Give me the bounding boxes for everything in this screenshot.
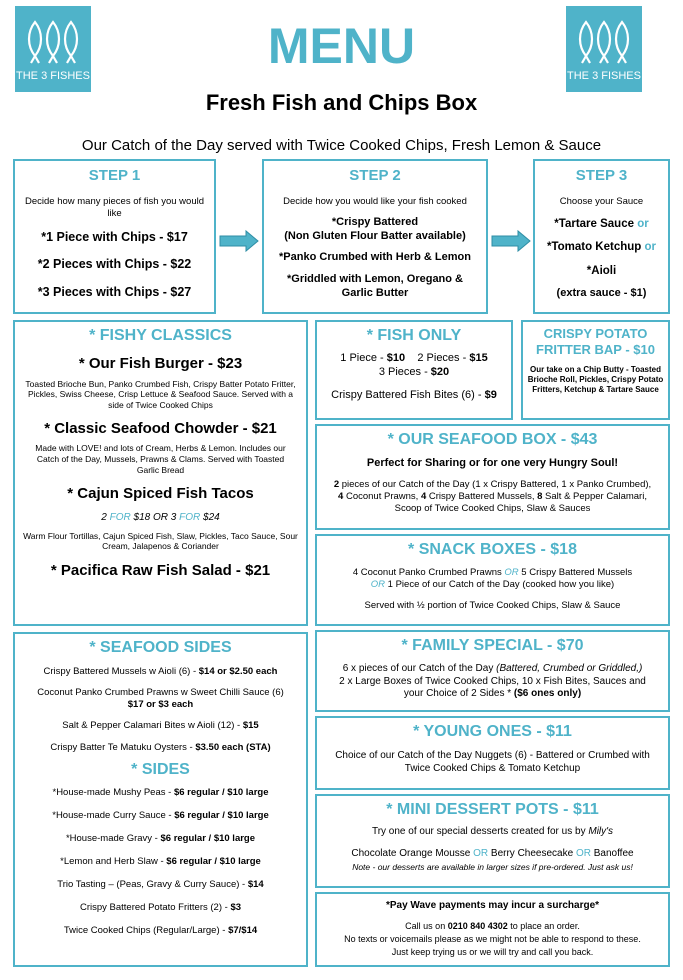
family-line: your Choice of 2 Sides * (403, 688, 514, 699)
menu-item-title: * Classic Seafood Chowder - $21 (44, 419, 277, 437)
seafood-box-line: Scoop of Twice Cooked Chips, Slaw & Sauces (394, 502, 591, 514)
qty: 4 (420, 490, 427, 502)
fishy-classics-heading: * FISHY CLASSICS (89, 327, 232, 344)
side-price: $14 or $2.50 each (198, 666, 278, 677)
seafood-box-line: Coconut Prawns, (343, 490, 421, 502)
page-title: MENU (267, 18, 416, 74)
snack-boxes-box (315, 534, 670, 626)
taco-price: $18 OR 3 (133, 512, 177, 523)
step-3-box (533, 159, 670, 314)
seafood-box-tagline: Perfect for Sharing or for one very Hungry Soul! (366, 457, 619, 469)
sides-heading: * SIDES (131, 761, 190, 779)
list-item: *House-made Gravy - $6 regular / $10 large (65, 833, 256, 845)
seafood-box-line: Salt & Pepper Calamari, (542, 490, 647, 502)
surcharge-notice: *Pay Wave payments may incur a surcharge* (385, 900, 600, 911)
list-item: *Lemon and Herb Slaw - $6 regular / $10 large (60, 856, 261, 867)
fish-only-label: 1 Piece - (340, 352, 387, 364)
qty: 4 (338, 490, 344, 502)
list-item: Twice Cooked Chips (Regular/Large) - $7/$14 (63, 924, 258, 936)
or-text: OR (575, 847, 591, 859)
arrow-right-icon (218, 229, 260, 253)
side-price: $15 (242, 719, 259, 731)
step-1-box (13, 159, 216, 314)
fish-only-price: $10 (386, 352, 406, 364)
step-1-intro: Decide how many pieces of fish you would like (24, 196, 204, 219)
dessert-box (315, 794, 670, 888)
snack-line: 5 Crispy Battered Mussels (518, 567, 633, 578)
step-2-intro: Decide how you would like your fish cooked (283, 196, 467, 207)
phone-number: 0210 840 4302 (447, 920, 508, 931)
dessert-line: Chocolate Orange Mousse (351, 847, 474, 859)
or-text: or (644, 241, 657, 254)
or-text: OR (504, 567, 519, 578)
taco-price: 2 (101, 512, 107, 523)
step-1-item: *1 Piece with Chips - $17 (41, 229, 188, 244)
logo-text: THE 3 FISHES (567, 70, 641, 82)
list-item: Trio Tasting – (Peas, Gravy & Curry Sauce) - $14 (57, 878, 264, 890)
or-text: OR (473, 847, 489, 859)
contact-line: No texts or voicemails please as we might not be able to respond to these. (344, 933, 641, 944)
bap-price: - $10 (621, 342, 655, 358)
step-2-heading: STEP 2 (349, 167, 401, 184)
young-ones-line: Twice Cooked Chips & Tomato Ketchup (404, 762, 581, 774)
snack-line: Served with ½ portion of Twice Cooked Chips, Slaw & Sauce (364, 599, 621, 611)
dessert-note: Note - our desserts are available in larger sizes if pre-ordered. Just ask us! (352, 862, 633, 872)
dessert-line: Try one of our special desserts created for us by (371, 826, 589, 837)
fish-only-price: $20 (430, 365, 450, 378)
sides-list (21, 787, 300, 936)
dessert-line: Banoffee (590, 847, 634, 859)
fish-bites-label: Crispy Battered Fish Bites (6) - (331, 388, 485, 401)
menu-item-desc: Toasted Brioche Bun, Panko Crumbed Fish, Crispy Batter Potato Fritter, Pickles, Swiss Cheese, Crisp Lettuce & Seafood Sauce. Served with a side of Twice Cooked Chips (25, 378, 296, 410)
side-label: Coconut Panko Crumbed Prawns w Sweet Chilli Sauce (6) (37, 686, 284, 698)
fishy-classics-box (13, 320, 308, 626)
qty: 2 (333, 478, 340, 490)
side-price: $3.50 each (STA) (195, 741, 271, 753)
qty: 8 (537, 490, 543, 502)
logo-text: THE 3 FISHES (16, 70, 90, 82)
young-ones-box (315, 716, 670, 790)
fish-bites-price: $9 (484, 388, 497, 401)
contact-line: Call us on (405, 920, 448, 931)
fish-only-label: 3 Pieces - (378, 365, 431, 378)
for-text: FOR (179, 512, 201, 523)
for-text: FOR (109, 512, 131, 523)
extra-sauce-price: (extra sauce - $1) (556, 287, 647, 299)
menu-item-title: * Pacifica Raw Fish Salad - $21 (50, 561, 271, 579)
family-line: ($6 ones only) (513, 688, 582, 699)
menu-item-title: * Our Fish Burger - $23 (78, 355, 243, 372)
snack-boxes-heading: * SNACK BOXES - $18 (408, 541, 577, 558)
sauce-option: *Aioli (586, 264, 617, 277)
fish-only-box (315, 320, 513, 420)
bap-box (521, 320, 670, 420)
contact-line: Just keep trying us or we will try and call you back. (391, 947, 594, 957)
young-ones-line: Choice of our Catch of the Day Nuggets (6) - Battered or Crumbed with (335, 750, 650, 761)
snack-line: 1 Piece of our Catch of the Day (cooked how you like) (385, 578, 615, 590)
contact-line: to place an order. (507, 920, 580, 931)
or-text: or (637, 217, 649, 230)
menu-item-desc: Warm Flour Tortillas, Cajun Spiced Fish, Slaw, Pickles, Taco Sauce, Sour Cream, Jalapenos & Coriander (23, 530, 298, 552)
family-special-box (315, 630, 670, 712)
dessert-line: Berry Cheesecake (488, 847, 576, 859)
tagline: Our Catch of the Day served with Twice Cooked Chips, Fresh Lemon & Sauce (81, 137, 602, 154)
step-2-box (262, 159, 488, 314)
page-subtitle: Fresh Fish and Chips Box (205, 90, 478, 115)
seafood-box (315, 424, 670, 530)
step-2-option-note: (Non Gluten Flour Batter available) (284, 229, 466, 242)
taco-price: $24 (203, 512, 220, 523)
step-1-item: *3 Pieces with Chips - $27 (37, 285, 192, 299)
list-item: *House-made Mushy Peas - $6 regular / $10 large (52, 787, 269, 799)
fish-only-heading: * FISH ONLY (366, 327, 462, 344)
dessert-heading: * MINI DESSERT POTS - $11 (386, 801, 599, 818)
step-2-option: *Crispy Battered (331, 215, 419, 228)
seafood-box-line: Crispy Battered Mussels, (426, 490, 538, 502)
seafood-box-line: pieces of our Catch of the Day (1 x Crispy Battered, 1 x Panko Crumbed), (339, 478, 652, 490)
side-label: Crispy Batter Te Matuku Oysters - (50, 741, 196, 753)
side-label: Salt & Pepper Calamari Bites w Aioli (12) - (62, 719, 243, 731)
side-price: $17 or $3 each (127, 698, 194, 710)
dessert-line: Mily's (588, 826, 614, 837)
step-2-option: *Griddled with Lemon, Oregano & Garlic Butter (286, 273, 463, 299)
menu-item-desc: Made with LOVE! and lots of Cream, Herbs & Lemon. Includes our Catch of the Day, Mussels, Prawns & Clams. Served with Toasted Garlic Bread (35, 443, 286, 475)
sauce-option: *Tartare Sauce (554, 217, 634, 230)
family-line: (Battered, Crumbed or Griddled,) (496, 663, 643, 674)
fish-only-price: $15 (469, 352, 488, 364)
step-3-intro: Choose your Sauce (559, 196, 644, 207)
or-text: OR (370, 578, 386, 590)
family-line: 2 x Large Boxes of Twice Cooked Chips, 10 x Fish Bites, Sauces and (339, 675, 646, 687)
young-ones-heading: * YOUNG ONES - $11 (413, 723, 572, 740)
contact-box (315, 892, 670, 967)
step-1-item: *2 Pieces with Chips - $22 (37, 257, 192, 272)
bap-heading: CRISPY POTATO FRITTER BAP (536, 326, 648, 358)
list-item: *House-made Curry Sauce - $6 regular / $10 large (52, 810, 269, 822)
fish-only-label: 2 Pieces - (417, 352, 470, 364)
family-special-heading: * FAMILY SPECIAL - $70 (401, 637, 584, 654)
side-label: Crispy Battered Mussels w Aioli (6) - (43, 666, 199, 677)
step-3-heading: STEP 3 (575, 167, 628, 184)
family-line: 6 x pieces of our Catch of the Day (342, 663, 497, 674)
sauce-option: *Tomato Ketchup (546, 241, 642, 254)
sides-box (13, 632, 308, 967)
snack-line: 4 Coconut Panko Crumbed Prawns (352, 567, 505, 578)
step-2-option: *Panko Crumbed with Herb & Lemon (279, 251, 471, 264)
list-item: Crispy Battered Potato Fritters (2) - $3 (79, 901, 242, 913)
seafood-sides-heading: * SEAFOOD SIDES (89, 639, 232, 656)
step-1-heading: STEP 1 (88, 167, 141, 184)
bap-desc: Our take on a Chip Butty - Toasted Brioche Roll, Pickles, Crispy Potato Fritters, Ketchup & Tartare Sauce (527, 364, 664, 394)
seafood-box-heading: * OUR SEAFOOD BOX - $43 (387, 431, 598, 448)
arrow-right-icon (490, 229, 532, 253)
menu-item-title: * Cajun Spiced Fish Tacos (67, 485, 254, 503)
